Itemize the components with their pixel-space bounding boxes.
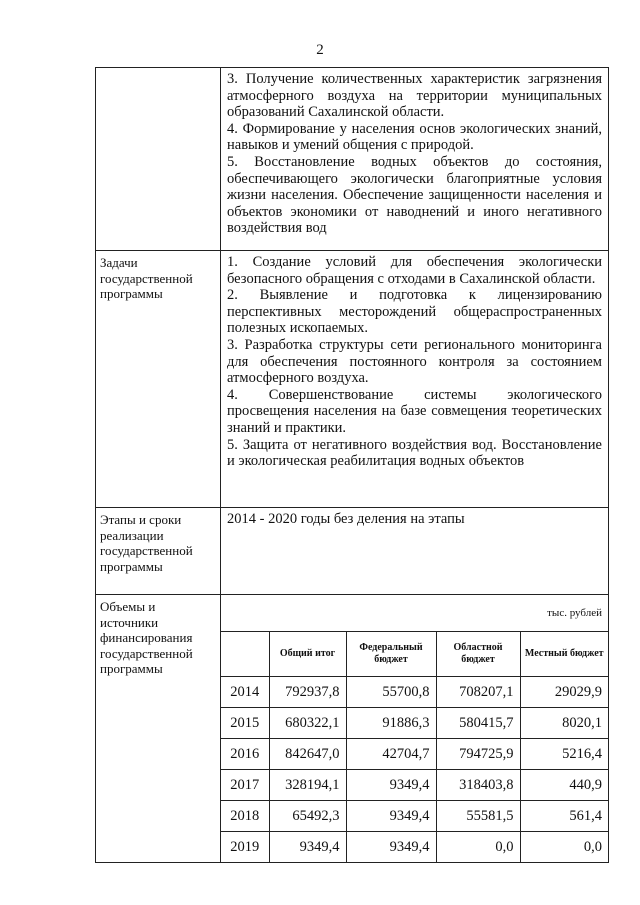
goal-3: 3. Получение количественных характеристик загрязнения атмосферного воздуха на территории муниципальных образований Сахалинской области. <box>227 71 602 121</box>
task-3: 3. Разработка структуры сети регионального мониторинга для обеспечения постоянного контроля за состоянием атмосферного воздуха. <box>227 336 602 387</box>
header-federal: Федеральный бюджет <box>346 632 436 677</box>
task-1: 1. Создание условий для обеспечения экологически безопасного обращения с отходами в Сахалинской области. <box>227 254 602 287</box>
row-content <box>221 68 609 251</box>
cell-year: 2017 <box>221 770 269 801</box>
finance-table <box>221 631 608 862</box>
cell-year: 2015 <box>221 708 269 739</box>
cell-local: 29029,9 <box>520 677 608 708</box>
table-row <box>221 708 608 739</box>
cell-federal: 42704,7 <box>346 739 436 770</box>
cell-regional: 708207,1 <box>436 677 520 708</box>
cell-year: 2016 <box>221 739 269 770</box>
cell-year: 2018 <box>221 801 269 832</box>
row-content <box>221 251 609 508</box>
finance-header-row <box>221 632 608 677</box>
cell-federal: 9349,4 <box>346 770 436 801</box>
cell-local: 440,9 <box>520 770 608 801</box>
cell-total: 9349,4 <box>269 832 346 863</box>
table-row <box>221 739 608 770</box>
cell-year: 2019 <box>221 832 269 863</box>
unit-label: тыс. рублей <box>547 607 602 619</box>
task-4: 4. Совершенствование системы экологического просвещения населения на базе совмещения теоретических знаний и практики. <box>227 386 602 436</box>
row-label <box>96 68 221 251</box>
task-5: 5. Защита от негативного воздействия вод. Восстановление и экологическая реабилитация водных объектов <box>227 436 602 470</box>
cell-regional: 794725,9 <box>436 739 520 770</box>
cell-regional: 318403,8 <box>436 770 520 801</box>
header-local: Местный бюджет <box>520 632 608 677</box>
header-year <box>221 632 269 677</box>
table-row <box>221 677 608 708</box>
program-passport-table <box>95 67 609 863</box>
goal-5: 5. Восстановление водных объектов до состояния, обеспечивающего экологически благоприятные условия жизни населения. Обеспечение защищенности населения и объектов экономики от наводнений и иного негативного воздействия вод <box>227 153 602 237</box>
cell-local: 561,4 <box>520 801 608 832</box>
cell-total: 328194,1 <box>269 770 346 801</box>
table-row <box>221 832 608 863</box>
cell-regional: 55581,5 <box>436 801 520 832</box>
finance-row <box>96 595 609 863</box>
header-total: Общий итог <box>269 632 346 677</box>
table-row <box>221 801 608 832</box>
header-regional: Областной бюджет <box>436 632 520 677</box>
cell-local: 0,0 <box>520 832 608 863</box>
table-row <box>221 770 608 801</box>
row-label: Объемы и источники финансирования государственной программы <box>96 595 221 863</box>
stages-row <box>96 508 609 595</box>
stages-text: 2014 - 2020 годы без деления на этапы <box>227 511 465 527</box>
tasks-row <box>96 251 609 508</box>
cell-regional: 580415,7 <box>436 708 520 739</box>
cell-federal: 55700,8 <box>346 677 436 708</box>
row-label: Этапы и сроки реализации государственной программы <box>96 508 221 595</box>
row-label: Задачи государственной программы <box>96 251 221 508</box>
cell-local: 8020,1 <box>520 708 608 739</box>
cell-total: 65492,3 <box>269 801 346 832</box>
cell-federal: 9349,4 <box>346 832 436 863</box>
cell-federal: 9349,4 <box>346 801 436 832</box>
cell-total: 842647,0 <box>269 739 346 770</box>
cell-year: 2014 <box>221 677 269 708</box>
cell-local: 5216,4 <box>520 739 608 770</box>
cell-total: 680322,1 <box>269 708 346 739</box>
row-content <box>221 508 609 595</box>
cell-total: 792937,8 <box>269 677 346 708</box>
page-number: 2 <box>316 42 324 58</box>
finance-content <box>221 595 609 863</box>
task-2: 2. Выявление и подготовка к лицензированию перспективных месторождений общераспространенных полезных ископаемых. <box>227 287 602 337</box>
goal-4: 4. Формирование у населения основ экологических знаний, навыков и умений общения с природой. <box>227 120 602 154</box>
finance-body <box>221 677 608 863</box>
cell-federal: 91886,3 <box>346 708 436 739</box>
goals-continuation-row <box>96 68 609 251</box>
cell-regional: 0,0 <box>436 832 520 863</box>
